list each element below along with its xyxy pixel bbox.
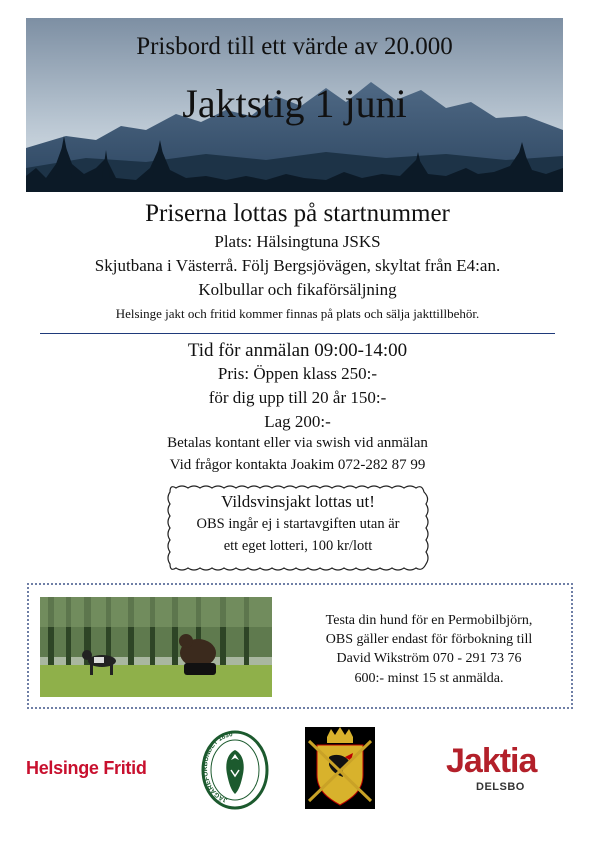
dog-test-box [27, 583, 573, 709]
helsinge-fritid-logo: Helsinge Fritid [26, 758, 147, 778]
raffle-note-line1: OBS ingår ej i startavgiften utan är [196, 516, 400, 532]
dog-test-line2: OBS gäller endast för förbokning till [325, 632, 533, 647]
section-divider [40, 333, 555, 334]
dog-test-price: 600:- minst 15 st anmälda. [354, 671, 504, 686]
svg-text:JÄGAREFÖRBUNDET 1830: JÄGAREFÖRBUNDET 1830 [202, 731, 234, 804]
contact-info: Vid frågor kontakta Joakim 072-282 87 99 [169, 457, 426, 473]
jaktskytteklubb-crest-logo [305, 727, 375, 809]
registration-time: Tid för anmälan 09:00-14:00 [187, 340, 408, 361]
location-text: Plats: Hälsingtuna JSKS [214, 232, 381, 251]
headline: Priserna lottas på startnummer [145, 200, 450, 227]
food-text: Kolbullar och fikaförsäljning [198, 280, 397, 299]
raffle-note-line2: ett eget lotteri, 100 kr/lott [223, 538, 373, 554]
jaktia-logo: Jaktia [446, 742, 537, 780]
jaktia-delsbo-subtitle: DELSBO [476, 781, 525, 793]
dog-and-bear-photo [40, 597, 272, 697]
banner-event-title: Jaktstig 1 juni [182, 81, 407, 126]
dog-test-contact: David Wikström 070 - 291 73 76 [336, 651, 522, 666]
price-youth: för dig upp till 20 år 150:- [208, 388, 387, 407]
payment-info: Betalas kontant eller via swish vid anmälan [167, 435, 428, 451]
dog-test-line1: Testa din hund för en Permobilbjörn, [325, 613, 533, 628]
price-team: Lag 200:- [264, 412, 331, 431]
jagareforbundet-logo [201, 730, 269, 810]
directions-text: Skjutbana i Västerrå. Följ Bergsjövägen, skyltat från E4:an. [94, 256, 501, 275]
raffle-title: Vildsvinsjakt lottas ut! [221, 492, 375, 511]
price-open-class: Pris: Öppen klass 250:- [217, 364, 378, 383]
vendor-info-text: Helsinge jakt och fritid kommer finnas på plats och sälja jakttillbehör. [115, 306, 480, 321]
raffle-box [166, 484, 430, 572]
banner-prize-text: Prisbord till ett värde av 20.000 [136, 33, 453, 60]
